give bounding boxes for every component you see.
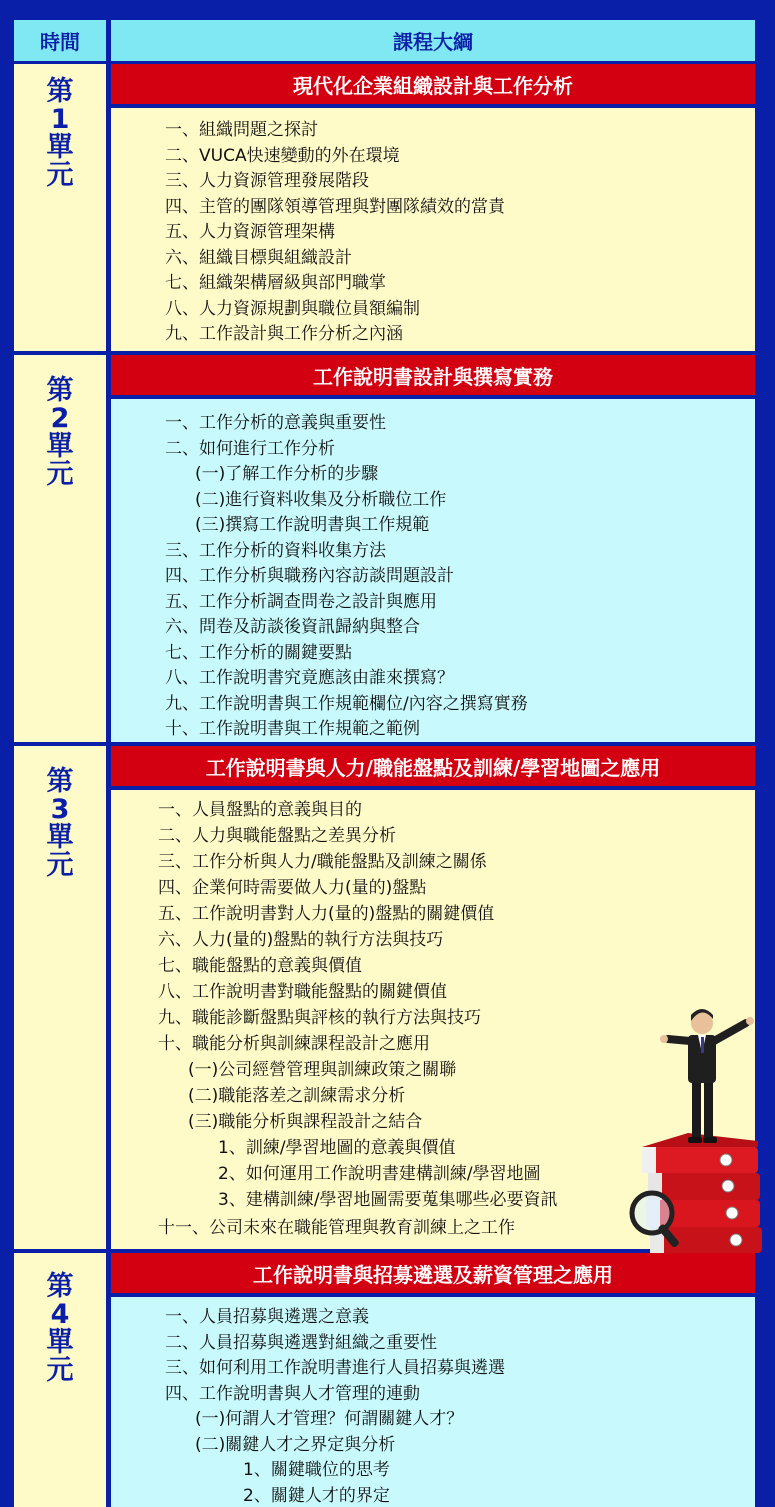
- list-item: 一、人員招募與遴選之意義: [165, 1307, 369, 1327]
- unit-label-char: 元: [46, 1355, 74, 1386]
- businessman-icon: [660, 1009, 754, 1143]
- header-time: 時間: [14, 20, 106, 61]
- unit-label-char: 單: [46, 822, 74, 853]
- list-item: 七、職能盤點的意義與價值: [158, 956, 362, 976]
- list-item: 六、人力(量的)盤點的執行方法與技巧: [158, 930, 444, 950]
- unit-4-title: 工作說明書與招募遴選及薪資管理之應用: [111, 1253, 755, 1293]
- list-item: 十、職能分析與訓練課程設計之應用: [158, 1034, 430, 1054]
- list-item: 三、工作分析的資料收集方法: [165, 541, 386, 561]
- list-item: 2、如何運用工作說明書建構訓練/學習地圖: [218, 1164, 541, 1184]
- list-item: 五、人力資源管理架構: [165, 222, 335, 242]
- list-item: 四、企業何時需要做人力(量的)盤點: [158, 878, 427, 898]
- unit-2-label: [14, 355, 106, 742]
- unit-3-title: 工作說明書與人力/職能盤點及訓練/學習地圖之應用: [111, 746, 755, 786]
- unit-label-char: 元: [46, 850, 74, 881]
- list-item: 三、人力資源管理發展階段: [165, 171, 369, 191]
- header-outline: 課程大綱: [111, 20, 755, 61]
- list-item: 十、工作說明書與工作規範之範例: [165, 719, 420, 739]
- list-item: 七、組織架構層級與部門職掌: [165, 273, 386, 293]
- unit-2-title: 工作說明書設計與撰寫實務: [111, 355, 755, 395]
- unit-label-char: 1: [50, 104, 70, 135]
- unit-3-label: [14, 746, 106, 1249]
- unit-label-char: 3: [50, 794, 70, 825]
- list-item: 四、主管的團隊領導管理與對團隊績效的當責: [165, 197, 505, 217]
- unit-4-body: [111, 1297, 755, 1507]
- list-item: 1、關鍵職位的思考: [243, 1460, 390, 1480]
- list-item: (一)了解工作分析的步驟: [195, 464, 379, 484]
- unit-label-char: 單: [46, 1327, 74, 1358]
- list-item: 四、工作說明書與人才管理的連動: [165, 1384, 420, 1404]
- list-item: (一)公司經營管理與訓練政策之關聯: [188, 1060, 457, 1080]
- list-item: (三)撰寫工作說明書與工作規範: [195, 515, 430, 535]
- list-item: 二、VUCA快速變動的外在環境: [165, 146, 400, 166]
- unit-label-char: 第: [46, 76, 74, 107]
- unit-label-char: 2: [50, 403, 70, 434]
- unit-label-char: 元: [46, 459, 74, 490]
- list-item: 2、關鍵人才的界定: [243, 1486, 390, 1506]
- unit-1-body: [111, 108, 755, 351]
- list-item: 三、如何利用工作說明書進行人員招募與遴選: [165, 1358, 505, 1378]
- list-item: 七、工作分析的關鍵要點: [165, 643, 352, 663]
- list-item: 三、工作分析與人力/職能盤點及訓練之關係: [158, 852, 487, 872]
- list-item: 九、工作說明書與工作規範欄位/內容之撰寫實務: [165, 694, 528, 714]
- unit-label-char: 單: [46, 431, 74, 462]
- unit-1-label: [14, 64, 106, 351]
- unit-label-char: 單: [46, 132, 74, 163]
- list-item: 九、工作設計與工作分析之內涵: [165, 324, 403, 344]
- list-item: 一、人員盤點的意義與目的: [158, 800, 362, 820]
- unit-4-label: [14, 1253, 106, 1507]
- list-item: 二、人力與職能盤點之差異分析: [158, 826, 396, 846]
- unit-1-title: 現代化企業組織設計與工作分析: [111, 64, 755, 104]
- list-item: 四、工作分析與職務內容訪談問題設計: [165, 566, 454, 586]
- list-item: 五、工作說明書對人力(量的)盤點的關鍵價值: [158, 904, 495, 924]
- list-item: (三)職能分析與課程設計之結合: [188, 1112, 423, 1132]
- list-item: 六、問卷及訪談後資訊歸納與整合: [165, 617, 420, 637]
- unit-2-body: [111, 399, 755, 742]
- list-item: 二、如何進行工作分析: [165, 439, 335, 459]
- list-item: 八、工作說明書究竟應該由誰來撰寫？: [165, 668, 454, 688]
- list-item: 一、組織問題之探討: [165, 120, 318, 140]
- list-item: 六、組織目標與組織設計: [165, 248, 352, 268]
- unit-label-char: 第: [46, 375, 74, 406]
- list-item: (二)進行資料收集及分析職位工作: [195, 490, 447, 510]
- list-item: 一、工作分析的意義與重要性: [165, 413, 386, 433]
- list-item: 八、人力資源規劃與職位員額編制: [165, 299, 420, 319]
- unit-label-char: 第: [46, 766, 74, 797]
- list-item: 十一、公司未來在職能管理與教育訓練上之工作: [158, 1218, 515, 1238]
- list-item: 3、建構訓練/學習地圖需要蒐集哪些必要資訊: [218, 1190, 558, 1210]
- list-item: (二)關鍵人才之界定與分析: [195, 1435, 396, 1455]
- list-item: 九、職能診斷盤點與評核的執行方法與技巧: [158, 1008, 481, 1028]
- list-item: 二、人員招募與遴選對組織之重要性: [165, 1333, 437, 1353]
- list-item: (一)何謂人才管理？何謂關鍵人才？: [195, 1409, 464, 1429]
- list-item: 五、工作分析調查問卷之設計與應用: [165, 592, 437, 612]
- unit-label-char: 元: [46, 160, 74, 191]
- unit-label-char: 4: [50, 1299, 70, 1330]
- businessman-binders-illustration: [628, 995, 768, 1260]
- list-item: 八、工作說明書對職能盤點的關鍵價值: [158, 982, 447, 1002]
- unit-label-char: 第: [46, 1271, 74, 1302]
- list-item: 1、訓練/學習地圖的意義與價值: [218, 1138, 456, 1158]
- list-item: (二)職能落差之訓練需求分析: [188, 1086, 406, 1106]
